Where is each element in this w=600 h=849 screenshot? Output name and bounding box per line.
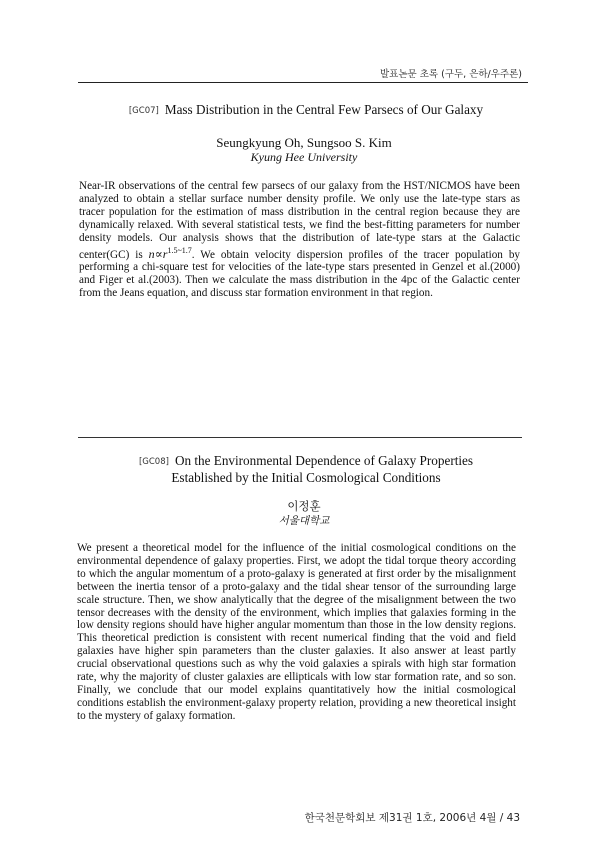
abstract-code: [GC07] <box>128 106 159 116</box>
body-text-part: Near-IR observations of the central few parsecs of our galaxy from the HST/NICMOS have been analyzed to obtain a stellar surface number density profile. We only use the late-type stars as tracer population for the estimation of mass distribution in the central region because they are dynamically relaxed. With several statistical tests, we find the best-fitting parameters for number density models. Our analysis shows that the distribution of late-type stars at the Galactic center(GC) is <box>79 180 520 261</box>
section-header: 발표논문 초록 (구두, 은하/우주론) <box>380 69 522 80</box>
authors-gc08: 이정훈 <box>287 499 321 513</box>
abstract-title-gc08 <box>80 453 532 486</box>
abstract-title-line: Mass Distribution in the Central Few Parsecs of Our Galaxy <box>164 102 484 117</box>
journal-footer: 한국천문학회보 제31권 1호, 2006년 4월 / 43 <box>304 812 520 824</box>
abstract-title-line: Established by the Initial Cosmological Conditions <box>171 470 441 485</box>
abstract-separator <box>78 437 522 438</box>
affiliation-gc08: 서울대학교 <box>278 515 330 527</box>
header-divider <box>78 82 528 83</box>
abstract-title-gc07 <box>80 102 532 119</box>
formula-base: n∝r <box>148 246 168 261</box>
body-text-part: . We obtain velocity dispersion profiles of the tracer population by performing a chi-square test for velocities of the late-type stars presented in Genzel et al.(2000) and Figer et al.(2003). Then we calculate the mass distribution in the 4pc of the Galactic center from the Jeans equation, and discuss star formation environment in that region. <box>79 248 521 300</box>
abstract-body-gc08: We present a theoretical model for the influence of the initial cosmological conditions on the environmental dependence of galaxy properties. First, we adopt the tidal torque theory according to which the angular momentum of a proto-galaxy is generated at first order by the misalignment between the inertia tensor of a proto-galaxy and the tidal shear tensor of the surrounding large scale structure. Then, we show analytically that the degree of the misalignment between the two tensor decreases with the density of the environment, which implies that galaxies forming in the low density regions should have higher angular momentum than those in the low density regions. This theoretical prediction is consistent with recent numerical finding that the void and field galaxies have higher spin parameters than the cluster galaxies. It also answer at least partly crucial observational questions such as why the void galaxies a spirals with high star formation rate, why the majority of cluster galaxies are ellipticals with low star formation rate, and so son. Finally, we conclude that our model explains quantitatively how the initial cosmological conditions establish the environment-galaxy property relation, providing a new theoretical insight to the mystery of galaxy formation. <box>77 542 516 722</box>
abstract-code: [GC08] <box>138 457 169 467</box>
density-formula <box>149 247 192 261</box>
authors-gc07: Seungkyung Oh, Sungsoo S. Kim <box>216 135 392 150</box>
abstract-title-line: On the Environmental Dependence of Galaxy Properties <box>174 453 474 468</box>
formula-exponent: 1.5~1.7 <box>167 245 192 255</box>
affiliation-gc07: Kyung Hee University <box>250 150 358 164</box>
abstract-body-gc07 <box>79 180 520 300</box>
